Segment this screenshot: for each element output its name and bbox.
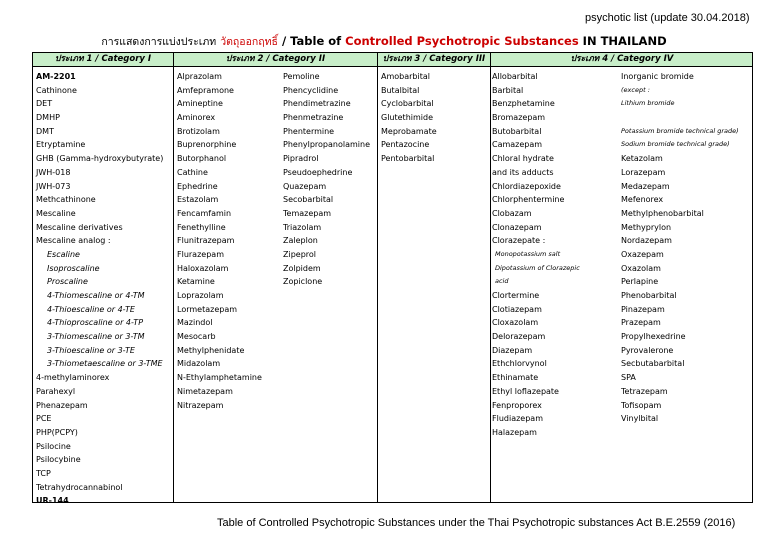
column-divider — [490, 53, 491, 502]
substance-item: Phentermine — [283, 126, 335, 136]
substance-item: Amineptine — [177, 99, 223, 109]
substance-item: Propylhexedrine — [621, 332, 686, 342]
substance-item: Triazolam — [283, 222, 322, 232]
substance-item: PCE — [36, 414, 52, 424]
substance-item: Tetrazepam — [621, 386, 668, 396]
substance-item: Lithium bromide — [621, 99, 675, 108]
substance-item: Psilocine — [36, 441, 71, 451]
category-4-list-a — [492, 70, 580, 440]
substance-item: Halazepam — [492, 427, 537, 437]
substance-item: Butobarbital — [492, 126, 542, 136]
category-3-list — [381, 70, 437, 166]
substance-item: Tetrahydrocannabinol — [36, 482, 123, 492]
substance-item: Mazindol — [177, 318, 213, 328]
substance-item: 4-Thiomescaline or 4-TM — [47, 291, 145, 300]
substance-item: Flurazepam — [177, 249, 224, 259]
substance-item: Cloxazolam — [492, 318, 539, 328]
substance-item: Phenobarbital — [621, 291, 677, 300]
substance-item: Alprazolam — [177, 72, 222, 81]
substance-item: Amfepramone — [177, 85, 234, 95]
substance-item: N-Ethylamphetamine — [177, 373, 262, 383]
substance-item: 4-Thioescaline or 4-TE — [47, 304, 135, 314]
substance-item: 3-Thiometaescaline or 3-TME — [47, 359, 163, 369]
substance-item: Nitrazepam — [177, 400, 224, 410]
substance-item: Dipotassium of Clorazepic — [495, 263, 580, 272]
substance-item — [621, 111, 739, 125]
substance-item: Ethyl loflazepate — [492, 386, 559, 396]
substance-item: Zaleplon — [283, 236, 318, 246]
substance-item: Butorphanol — [177, 154, 227, 164]
substance-item: Methylphenidate — [177, 345, 245, 355]
substance-item: Clortermine — [492, 291, 540, 300]
substance-item: Mescaline derivatives — [36, 222, 123, 232]
substance-item: Pseudoephedrine — [283, 167, 353, 177]
category-4-list-b — [621, 70, 739, 426]
substance-item: DMHP — [36, 113, 60, 123]
substance-item: Secobarbital — [283, 195, 334, 205]
substance-item: Ethchlorvynol — [492, 359, 547, 369]
substance-item: GHB (Gamma-hydroxybutyrate) — [36, 154, 164, 164]
substance-item: and its adducts — [492, 167, 554, 177]
substance-item: Allobarbital — [492, 72, 538, 81]
substance-item: Diazepam — [492, 345, 533, 355]
substance-item: Oxazolam — [621, 263, 661, 273]
substance-item: acid — [495, 277, 509, 286]
category-4-header: ประเภท 4 / Category IV — [570, 54, 674, 64]
substance-item: Escaline — [47, 249, 80, 259]
substance-item: Clonazepam — [492, 222, 542, 232]
footer-caption: Table of Controlled Psychotropic Substances under the Thai Psychotropic substances Act B.E.2559 (2016) — [217, 517, 736, 529]
substance-item: DMT — [36, 126, 54, 136]
substance-item: 4-Thioproscaline or 4-TP — [47, 318, 144, 328]
substance-item: Quazepam — [283, 181, 327, 191]
substance-item: Perlapine — [621, 277, 659, 287]
substance-item: Mesocarb — [177, 332, 216, 342]
substance-item: Phenylpropanolamine — [283, 140, 371, 150]
substance-item: Estazolam — [177, 195, 219, 205]
substance-item: Ketamine — [177, 277, 215, 287]
substance-item: Temazepam — [283, 208, 332, 218]
substance-item: Flunitrazepam — [177, 236, 235, 246]
substance-item: Delorazepam — [492, 332, 546, 342]
substance-item: Pemoline — [283, 72, 320, 81]
substance-item: 4-methylaminorex — [36, 373, 110, 383]
category-2-list-a — [177, 70, 262, 412]
substance-item: Nordazepam — [621, 236, 672, 246]
category-2-list-b — [283, 70, 370, 289]
substance-item: Pentobarbital — [381, 154, 435, 164]
substance-item: Methyprylon — [621, 222, 672, 232]
substance-item: Parahexyl — [36, 386, 76, 396]
substance-item: Isoproscaline — [47, 263, 100, 273]
substance-item: Aminorex — [177, 113, 216, 123]
substance-item: Pyrovalerone — [621, 345, 674, 355]
substance-item: Inorganic bromide — [621, 72, 694, 81]
substance-item: Haloxazolam — [177, 263, 229, 273]
substance-item: Methylphenobarbital — [621, 208, 704, 218]
substance-item: Buprenorphine — [177, 140, 237, 150]
substance-item: JWH-018 — [36, 167, 71, 177]
substance-item: Pinazepam — [621, 304, 665, 314]
column-divider — [173, 53, 174, 502]
table-header — [33, 53, 752, 67]
substance-item: Ketazolam — [621, 154, 663, 164]
substance-item: Phencyclidine — [283, 85, 339, 95]
substance-item: Meprobamate — [381, 126, 437, 136]
substance-item: PHP(PCPY) — [36, 427, 78, 437]
substance-item: Prazepam — [621, 318, 661, 328]
substance-item: Amobarbital — [381, 72, 430, 81]
substance-item: Bromazepam — [492, 113, 546, 123]
substance-item: Ethinamate — [492, 373, 539, 383]
title-thai: การแสดงการแบ่งประเภท — [101, 36, 217, 48]
substance-item: Barbital — [492, 85, 524, 95]
substance-item: Brotizolam — [177, 126, 220, 136]
page-title — [0, 33, 768, 50]
substance-item: Zipeprol — [283, 249, 317, 259]
substance-item: Zopiclone — [283, 277, 323, 287]
substance-item: Fenethylline — [177, 222, 226, 232]
substance-item: Ephedrine — [177, 181, 218, 191]
substance-item: Benzphetamine — [492, 99, 555, 109]
substances-table — [32, 52, 753, 506]
substance-item: Medazepam — [621, 181, 670, 191]
substance-item: Methcathinone — [36, 195, 96, 205]
substance-item: Midazolam — [177, 359, 221, 369]
substance-item: Mefenorex — [621, 195, 664, 205]
category-1-header: ประเภท 1 / Category I — [54, 54, 152, 64]
substance-item: Etryptamine — [36, 140, 86, 150]
substance-item: Chloral hydrate — [492, 154, 554, 164]
substance-item: Glutethimide — [381, 113, 433, 123]
substance-item: Phenmetrazine — [283, 113, 344, 123]
substance-item: Clotiazepam — [492, 304, 542, 314]
substance-item: AM-2201 — [36, 72, 76, 81]
substance-item: Clorazepate : — [492, 236, 546, 246]
substance-item: Nimetazepam — [177, 386, 233, 396]
substance-item: TCP — [36, 468, 51, 478]
substance-item: Sodium bromide technical grade) — [621, 140, 730, 149]
substance-item: 3-Thiomescaline or 3-TM — [47, 332, 145, 342]
substance-item: Vinylbital — [621, 414, 659, 424]
update-note: psychotic list (update 30.04.2018) — [585, 12, 750, 24]
substance-item: Cyclobarbital — [381, 99, 434, 109]
substance-item: JWH-073 — [36, 181, 71, 191]
substance-item: Cathine — [177, 167, 208, 177]
substance-item: Proscaline — [47, 277, 88, 287]
substance-item: Phenazepam — [36, 400, 88, 410]
substance-item: Fencamfamin — [177, 208, 232, 218]
substance-item: Mescaline analog : — [36, 236, 111, 246]
substance-item: Potassium bromide technical grade) — [621, 126, 739, 135]
substance-item: Chlordiazepoxide — [492, 181, 561, 191]
title-red: Controlled Psychotropic Substances — [345, 34, 579, 48]
substance-item: Lorazepam — [621, 167, 666, 177]
substance-item: Psilocybine — [36, 455, 81, 465]
substance-item: DET — [36, 99, 53, 109]
substance-item: Clobazam — [492, 208, 532, 218]
substance-item: Fludiazepam — [492, 414, 543, 424]
substance-item: Pentazocine — [381, 140, 430, 150]
substance-item: Pipradrol — [283, 154, 319, 164]
column-divider — [377, 53, 378, 502]
substance-item: Lormetazepam — [177, 304, 238, 314]
substance-item: (except : — [621, 85, 650, 94]
substance-item: Phendimetrazine — [283, 99, 351, 109]
substance-item: SPA — [621, 373, 636, 383]
substance-item: Zolpidem — [283, 263, 321, 273]
category-1-list — [36, 70, 163, 508]
substance-item: Loprazolam — [177, 291, 224, 300]
title-end: IN THAILAND — [578, 34, 667, 48]
category-3-header: ประเภท 3 / Category III — [382, 54, 486, 64]
substance-item: Cathinone — [36, 85, 77, 95]
category-2-header: ประเภท 2 / Category II — [225, 54, 326, 64]
substance-item: Monopotassium salt — [495, 249, 561, 258]
substance-item: 3-Thioescaline or 3-TE — [47, 345, 135, 355]
substance-item: Camazepam — [492, 140, 543, 150]
substance-item: Secbutabarbital — [621, 359, 685, 369]
substance-item: UR-144 — [36, 496, 69, 506]
substance-item: Tofisopam — [621, 400, 662, 410]
substance-item: Oxazepam — [621, 249, 664, 259]
substance-item: Mescaline — [36, 208, 76, 218]
title-middle: / Table of — [277, 34, 346, 48]
substance-item: Chlorphentermine — [492, 195, 565, 205]
substance-item: Butalbital — [381, 85, 420, 95]
substance-item: Fenproporex — [492, 400, 542, 410]
title-thai-red: วัตถุออกฤทธิ์ — [220, 36, 278, 48]
